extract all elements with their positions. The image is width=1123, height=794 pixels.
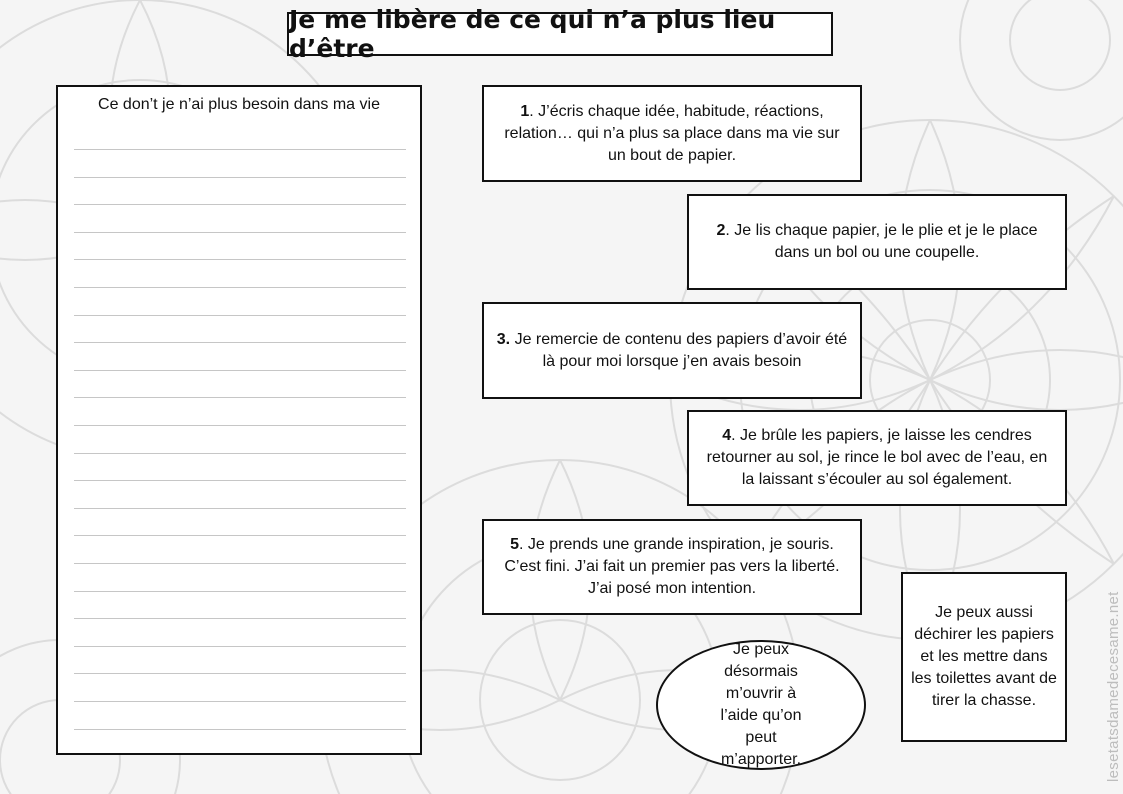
ruled-line [74, 397, 406, 398]
step-3-body: Je remercie de contenu des papiers d’avoir été là pour moi lorsque j’en avais besoin [510, 330, 848, 370]
site-watermark: lesetatsdamedecesame.net [1105, 591, 1122, 782]
ruled-line [74, 315, 406, 316]
step-2-number: 2 [716, 222, 726, 239]
release-list-box [56, 85, 422, 755]
ruled-line [74, 701, 406, 702]
step-3-number: 3. [496, 330, 511, 348]
oval-note-text: Je peux désormais m’ouvrir à l’aide qu’on peut m’apporter. [720, 641, 802, 768]
step-5-number: 5 [510, 536, 520, 553]
ruled-line [74, 673, 406, 674]
ruled-line [74, 259, 406, 260]
side-note-text: Je peux aussi déchirer les papiers et les mettre dans les toilettes avant de tirer la chasse. [911, 604, 1057, 709]
ruled-line [74, 618, 406, 619]
step-1-body: . J’écris chaque idée, habitude, réactions, relation… qui n’a plus sa place dans ma vie sur un bout de papier. [504, 102, 840, 164]
ruled-line [74, 729, 406, 730]
ruled-line [74, 425, 406, 426]
step-1-box [482, 85, 862, 182]
ruled-lines [74, 87, 406, 753]
step-2-box [687, 194, 1067, 290]
ruled-line [74, 177, 406, 178]
ruled-line [74, 480, 406, 481]
step-4-box [687, 410, 1067, 506]
ruled-line [74, 591, 406, 592]
step-1-number: 1 [520, 102, 530, 120]
oval-note [656, 640, 866, 770]
step-2-body: . Je lis chaque papier, je le plie et je le place dans un bol ou une coupelle. [725, 222, 1038, 261]
ruled-line [74, 563, 406, 564]
step-1-text [494, 101, 850, 167]
step-2-text [699, 220, 1055, 264]
ruled-line [74, 204, 406, 205]
list-heading: Ce don’t je n’ai plus besoin dans ma vie [98, 96, 380, 113]
ruled-line [74, 287, 406, 288]
page-title: Je me libère de ce qui n’a plus lieu d’être [287, 12, 833, 56]
ruled-line [74, 646, 406, 647]
step-3-text [494, 329, 850, 373]
ruled-line [74, 149, 406, 150]
ruled-line [74, 342, 406, 343]
step-4-text [699, 425, 1055, 491]
ruled-line [74, 232, 406, 233]
ruled-line [74, 535, 406, 536]
step-4-body: . Je brûle les papiers, je laisse les cendres retourner au sol, je rince le bol avec de l’eau, en la laissant s’écouler au sol également. [706, 427, 1048, 488]
ruled-line [74, 453, 406, 454]
side-note-box [901, 572, 1067, 742]
step-5-text [494, 534, 850, 600]
step-3-box [482, 302, 862, 399]
ruled-line [74, 370, 406, 371]
step-4-number: 4 [722, 427, 732, 444]
step-5-box [482, 519, 862, 615]
step-5-body: . Je prends une grande inspiration, je souris. C’est fini. J’ai fait un premier pas vers la liberté. J’ai posé mon intention. [504, 536, 840, 597]
mandala-ornament-top-right [960, 0, 1123, 140]
ruled-line [74, 508, 406, 509]
